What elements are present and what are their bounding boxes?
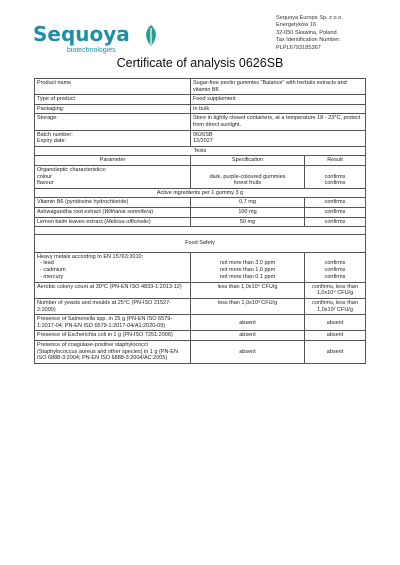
type-label: Type of product bbox=[35, 95, 191, 105]
table-row bbox=[35, 188, 366, 198]
salmonella-result: absent bbox=[305, 315, 366, 331]
table-row bbox=[35, 104, 366, 114]
table-row bbox=[35, 341, 366, 364]
aerobic-label: Aerobic colony count at 30°C (PN-EN ISO 4833-1:2013-12) bbox=[35, 282, 191, 298]
table-row bbox=[35, 156, 366, 166]
flavour-label: flavour bbox=[37, 180, 54, 187]
col-result: Result bbox=[305, 156, 366, 166]
salmonella-spec: absent bbox=[191, 315, 305, 331]
table-row bbox=[35, 282, 366, 298]
expiry-label: Expiry date: bbox=[37, 138, 67, 145]
expiry-value: 12/2027 bbox=[193, 138, 213, 145]
batch-label: Batch number: bbox=[37, 131, 73, 138]
yeast-result: confirms, less than 1,0x10² CFU/g bbox=[305, 299, 366, 315]
product-name-label: Product name bbox=[35, 79, 191, 95]
company-line: Tax Identification Number: bbox=[276, 37, 341, 44]
yeast-spec: less than 1,0x10³ CFU/g bbox=[191, 299, 305, 315]
ashwagandha-result: confirms bbox=[305, 207, 366, 217]
colour-result: confirms bbox=[324, 173, 346, 180]
colour-label: colour bbox=[37, 173, 52, 180]
company-line: PLPL6793185367 bbox=[276, 44, 321, 51]
ashwagandha-spec: 100 mg bbox=[191, 207, 305, 217]
document-title: Certificate of analysis 0626SB bbox=[116, 56, 284, 70]
ashwagandha-label: Ashwagandha root extract (Withania somnifera) bbox=[35, 207, 191, 217]
col-parameter: Parameter bbox=[35, 156, 191, 166]
mercury-result: confirms bbox=[324, 274, 346, 281]
cadmium-label: - cadmium bbox=[40, 267, 66, 274]
brand-subtitle: biotechnologies bbox=[67, 47, 116, 54]
cadmium-spec: not more than 1.0 ppm bbox=[219, 267, 276, 274]
yeast-label: Number of yeasts and moulds at 25°C (PN-ISO 21527-2:2009) bbox=[35, 299, 191, 315]
company-line: Sequoya Europe Sp. z o.o. bbox=[276, 15, 343, 21]
company-line: Energetyków 16 bbox=[276, 22, 317, 29]
organoleptic-label: Organoleptic characteristics: bbox=[37, 166, 107, 173]
ecoli-spec: absent bbox=[191, 331, 305, 341]
lead-label: - lead bbox=[40, 260, 54, 267]
mercury-label: - mercury bbox=[40, 274, 64, 281]
flavour-result: confirms bbox=[324, 180, 346, 187]
table-row bbox=[35, 165, 366, 188]
table-row bbox=[35, 299, 366, 315]
company-address bbox=[276, 15, 394, 52]
leaf-icon bbox=[142, 24, 160, 48]
certificate-table bbox=[34, 78, 366, 364]
cadmium-result: confirms bbox=[324, 267, 346, 274]
type-value: Food supplement bbox=[191, 95, 366, 105]
mercury-spec: not more than 0.1 ppm bbox=[219, 274, 276, 281]
aerobic-result: confirms, less than 1,0x10⁴ CFU/g bbox=[305, 282, 366, 298]
b6-label: Vitamin B6 (pyridoxine hydrochloride) bbox=[35, 198, 191, 208]
tests-section-title: Tests bbox=[35, 146, 366, 156]
salmonella-label: Presence of Salmonella spp. in 25 g (PN-EN ISO 6579-1:2017-04; PN-EN ISO 6579-1:2017-04/A1:2020-09) bbox=[35, 315, 191, 331]
staph-result: absent bbox=[305, 341, 366, 364]
batch-value: 0626SB bbox=[193, 131, 213, 138]
flavour-spec: forest fruits bbox=[233, 180, 262, 187]
b6-result: confirms bbox=[305, 198, 366, 208]
ecoli-label: Presence of Escherichia coli in 1 g (PN-ISO 7251:2006) bbox=[35, 331, 191, 341]
product-name-value: Sugar-free pectin gummies "Balance" with herbals extracts and vitamin B6 bbox=[191, 79, 366, 95]
table-row bbox=[35, 95, 366, 105]
table-row bbox=[35, 315, 366, 331]
table-row bbox=[35, 331, 366, 341]
staph-label: Presence of coagulase-positive staphylococci (Staphylococcus aureus and other species) in 1 g (PN-EN ISO 6888-3:2004; PN-EN ISO 6888-3:2004/AC:2005) bbox=[35, 341, 191, 364]
table-row bbox=[35, 79, 366, 95]
ecoli-result: absent bbox=[305, 331, 366, 341]
table-row bbox=[35, 217, 366, 227]
table-row bbox=[35, 235, 366, 253]
aerobic-spec: less than 1,0x10⁴ CFU/g bbox=[191, 282, 305, 298]
lemon-balm-result: confirms bbox=[305, 217, 366, 227]
table-row bbox=[35, 252, 366, 282]
lemon-balm-label: Lemon balm leaves extract (Melissa officinalis) bbox=[35, 217, 191, 227]
table-row bbox=[35, 198, 366, 208]
table-row bbox=[35, 114, 366, 130]
staph-spec: absent bbox=[191, 341, 305, 364]
packaging-label: Packaging: bbox=[35, 104, 191, 114]
b6-spec: 0,7 mg bbox=[191, 198, 305, 208]
brand-name: Sequoya bbox=[33, 22, 130, 46]
lead-spec: not more than 3.0 ppm bbox=[219, 260, 276, 267]
col-specification: Specification bbox=[191, 156, 305, 166]
lead-result: confirms bbox=[324, 260, 346, 267]
sequoya-logo bbox=[33, 22, 163, 60]
packaging-value: In bulk bbox=[191, 104, 366, 114]
colour-spec: dark, purple-coloured gummies bbox=[209, 173, 286, 180]
active-ingredients-title: Active ingredients per 1 gummy 3 g bbox=[35, 188, 366, 198]
heavy-metals-label: Heavy metals according to EN 15763:2010: bbox=[37, 253, 144, 260]
food-safety-title: Food Safety bbox=[35, 235, 366, 253]
table-row bbox=[35, 146, 366, 156]
storage-value: Store in tightly closed containers, at a temperature 18 - 23°C, protect from direct sunlight. bbox=[191, 114, 366, 130]
table-row bbox=[35, 207, 366, 217]
lemon-balm-spec: 50 mg bbox=[191, 217, 305, 227]
table-row bbox=[35, 130, 366, 146]
company-line: 32-050 Skawina, Poland bbox=[276, 29, 337, 36]
storage-label: Storage: bbox=[35, 114, 191, 130]
table-row bbox=[35, 227, 366, 235]
